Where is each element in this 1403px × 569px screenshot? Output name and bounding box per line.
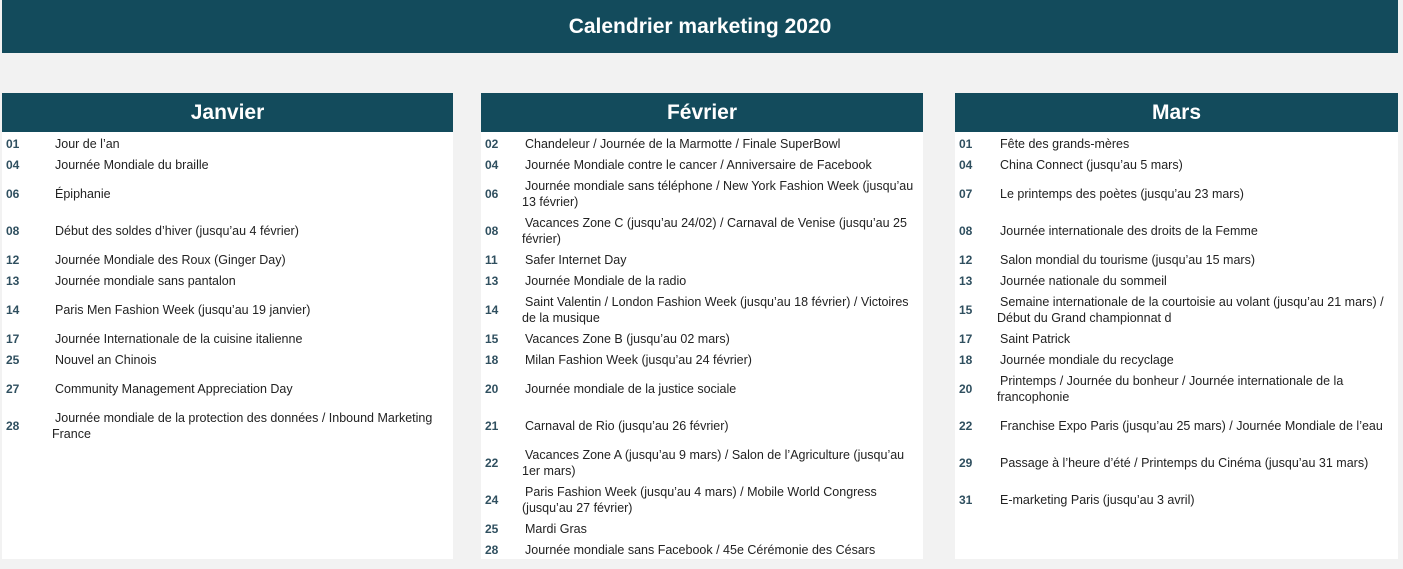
event-row	[481, 483, 923, 517]
event-row	[2, 272, 453, 290]
event-label: Journée nationale du sommeil	[1000, 274, 1167, 288]
event-label: Journée mondiale du recyclage	[1000, 353, 1174, 367]
event-row	[481, 156, 923, 174]
event-day: 27	[6, 382, 20, 396]
event-label: Le printemps des poètes (jusqu’au 23 mars)	[1000, 187, 1244, 201]
event-row	[2, 301, 453, 319]
month-header: Mars	[955, 93, 1398, 132]
event-day: 28	[485, 543, 499, 557]
event-day: 01	[959, 137, 973, 151]
event-row	[481, 135, 923, 153]
month-column-mars	[955, 93, 1398, 559]
event-day: 13	[6, 274, 20, 288]
event-label: Journée mondiale de la protection des données / Inbound Marketing France	[52, 411, 433, 441]
calendar-banner	[2, 0, 1398, 53]
event-row	[481, 272, 923, 290]
event-label: Saint Valentin / London Fashion Week (jusqu’au 18 février) / Victoires de la musique	[522, 295, 909, 325]
event-day: 20	[959, 382, 973, 396]
event-label: Début des soldes d’hiver (jusqu’au 4 février)	[55, 224, 299, 238]
event-label: Journée mondiale sans téléphone / New York Fashion Week (jusqu’au 13 février)	[522, 179, 914, 209]
event-day: 14	[485, 303, 499, 317]
event-label: Journée mondiale de la justice sociale	[525, 382, 737, 396]
event-row	[481, 251, 923, 269]
event-label: Semaine internationale de la courtoisie au volant (jusqu’au 21 mars) / Début du Grand championnat d	[997, 295, 1384, 325]
event-day: 06	[6, 187, 20, 201]
event-day: 13	[485, 274, 499, 288]
event-row	[955, 156, 1398, 174]
event-row	[955, 372, 1398, 406]
event-label: Journée Mondiale contre le cancer / Anniversaire de Facebook	[525, 158, 872, 172]
event-label: E-marketing Paris (jusqu’au 3 avril)	[1000, 493, 1195, 507]
event-day: 24	[485, 493, 499, 507]
event-day: 15	[959, 303, 973, 317]
event-day: 18	[485, 353, 499, 367]
event-label: China Connect (jusqu’au 5 mars)	[1000, 158, 1183, 172]
event-row	[955, 454, 1398, 472]
event-day: 31	[959, 493, 973, 507]
event-label: Paris Fashion Week (jusqu’au 4 mars) / Mobile World Congress (jusqu’au 27 février)	[522, 485, 877, 515]
event-day: 25	[6, 353, 20, 367]
event-day: 06	[485, 187, 499, 201]
event-label: Fête des grands-mères	[1000, 137, 1130, 151]
event-label: Community Management Appreciation Day	[55, 382, 293, 396]
event-day: 14	[6, 303, 20, 317]
event-row	[481, 330, 923, 348]
event-row	[2, 380, 453, 398]
event-day: 18	[959, 353, 973, 367]
event-row	[955, 251, 1398, 269]
event-row	[955, 272, 1398, 290]
event-label: Journée Mondiale de la radio	[525, 274, 687, 288]
event-label: Printemps / Journée du bonheur / Journée internationale de la francophonie	[997, 374, 1344, 404]
event-row	[481, 417, 923, 435]
event-label: Safer Internet Day	[525, 253, 627, 267]
event-day: 22	[485, 456, 499, 470]
event-day: 22	[959, 419, 973, 433]
event-label: Journée mondiale sans pantalon	[55, 274, 236, 288]
calendar-title: Calendrier marketing 2020	[568, 14, 832, 38]
event-row	[2, 222, 453, 240]
event-day: 15	[485, 332, 499, 346]
event-row	[955, 417, 1398, 435]
event-row	[2, 251, 453, 269]
event-row	[2, 156, 453, 174]
event-label: Franchise Expo Paris (jusqu’au 25 mars) / Journée Mondiale de l’eau	[1000, 419, 1383, 433]
event-row	[2, 185, 453, 203]
event-day: 25	[485, 522, 499, 536]
event-day: 28	[6, 419, 20, 433]
event-label: Journée Mondiale des Roux (Ginger Day)	[55, 253, 286, 267]
event-row	[955, 222, 1398, 240]
event-row	[481, 541, 923, 559]
month-column-fevrier	[481, 93, 923, 559]
month-column-janvier	[2, 93, 453, 559]
event-day: 08	[959, 224, 973, 238]
event-label: Vacances Zone A (jusqu’au 9 mars) / Salon de l’Agriculture (jusqu’au 1er mars)	[522, 448, 905, 478]
event-day: 08	[6, 224, 20, 238]
event-day: 02	[485, 137, 499, 151]
event-day: 01	[6, 137, 20, 151]
event-day: 11	[485, 253, 498, 267]
month-header: Février	[481, 93, 923, 132]
event-label: Chandeleur / Journée de la Marmotte / Finale SuperBowl	[525, 137, 841, 151]
event-row	[955, 293, 1398, 327]
event-row	[481, 177, 923, 211]
event-row	[481, 293, 923, 327]
event-label: Épiphanie	[55, 187, 111, 201]
event-day: 12	[6, 253, 20, 267]
event-row	[481, 214, 923, 248]
event-row	[481, 380, 923, 398]
event-day: 08	[485, 224, 499, 238]
event-day: 04	[485, 158, 499, 172]
event-row	[955, 135, 1398, 153]
event-row	[955, 491, 1398, 509]
event-day: 17	[6, 332, 20, 346]
event-day: 07	[959, 187, 973, 201]
event-day: 12	[959, 253, 973, 267]
event-day: 20	[485, 382, 499, 396]
event-label: Paris Men Fashion Week (jusqu’au 19 janvier)	[55, 303, 311, 317]
month-header: Janvier	[2, 93, 453, 132]
event-row	[2, 330, 453, 348]
event-label: Vacances Zone B (jusqu’au 02 mars)	[525, 332, 730, 346]
event-label: Journée Internationale de la cuisine italienne	[55, 332, 303, 346]
event-label: Jour de l’an	[55, 137, 120, 151]
event-label: Journée internationale des droits de la Femme	[1000, 224, 1258, 238]
event-label: Journée Mondiale du braille	[55, 158, 209, 172]
event-label: Nouvel an Chinois	[55, 353, 157, 367]
event-label: Milan Fashion Week (jusqu’au 24 février)	[525, 353, 752, 367]
event-label: Vacances Zone C (jusqu’au 24/02) / Carnaval de Venise (jusqu’au 25 février)	[522, 216, 907, 246]
event-label: Salon mondial du tourisme (jusqu’au 15 mars)	[1000, 253, 1255, 267]
event-row	[955, 330, 1398, 348]
event-label: Saint Patrick	[1000, 332, 1071, 346]
event-label: Carnaval de Rio (jusqu’au 26 février)	[525, 419, 729, 433]
event-row	[481, 520, 923, 538]
event-label: Passage à l’heure d’été / Printemps du Cinéma (jusqu’au 31 mars)	[1000, 456, 1369, 470]
event-day: 21	[485, 419, 499, 433]
event-day: 04	[6, 158, 20, 172]
event-day: 29	[959, 456, 973, 470]
event-day: 13	[959, 274, 973, 288]
event-row	[2, 351, 453, 369]
event-row	[481, 446, 923, 480]
event-label: Mardi Gras	[525, 522, 587, 536]
event-day: 17	[959, 332, 973, 346]
event-row	[481, 351, 923, 369]
event-row	[2, 409, 453, 443]
event-row	[955, 351, 1398, 369]
event-row	[955, 185, 1398, 203]
event-label: Journée mondiale sans Facebook / 45e Cérémonie des Césars	[525, 543, 876, 557]
event-row	[2, 135, 453, 153]
event-day: 04	[959, 158, 973, 172]
